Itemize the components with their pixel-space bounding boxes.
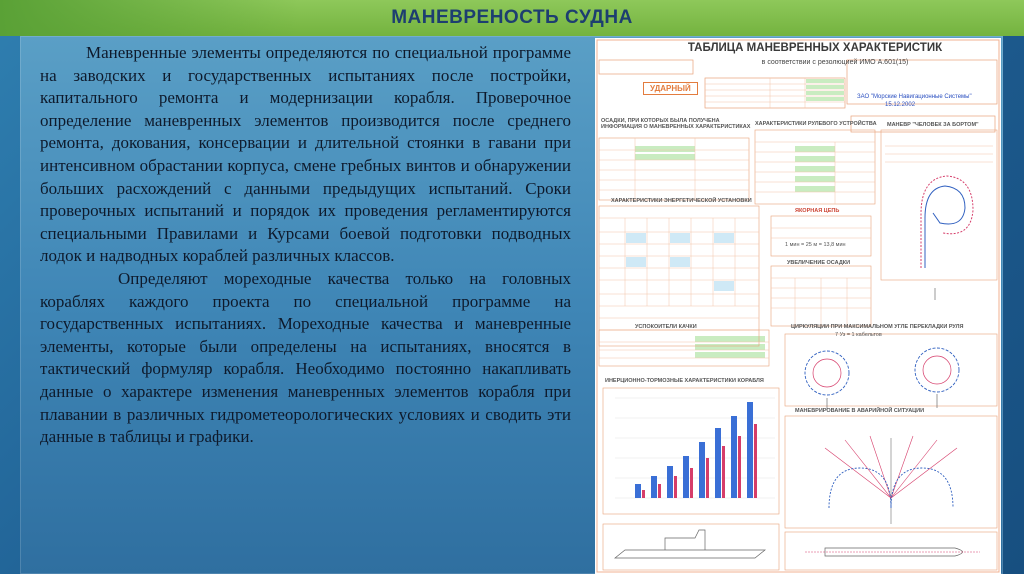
maneuver-table-image bbox=[595, 38, 1001, 574]
header-band-shade bbox=[0, 0, 300, 36]
section-anchor: ЯКОРНАЯ ЦЕПЬ bbox=[795, 208, 840, 214]
section-circulation: ЦИРКУЛЯЦИИ ПРИ МАКСИМАЛЬНОМ УГЛЕ ПЕРЕКЛАДКИ РУЛЯ bbox=[791, 324, 964, 330]
circulation-speed: 7 Уз = 1 кабельтов bbox=[835, 332, 882, 338]
section-inertia: ИНЕРЦИОННО-ТОРМОЗНЫЕ ХАРАКТЕРИСТИКИ КОРАБЛЯ bbox=[605, 378, 764, 384]
section-roll: УСПОКОИТЕЛИ КАЧКИ bbox=[635, 324, 697, 330]
anchor-formula: 1 мин = 25 м = 13,8 мин bbox=[785, 242, 846, 248]
body-text bbox=[40, 42, 571, 449]
slide-title: МАНЕВРЕНОСТЬ СУДНА bbox=[391, 7, 633, 28]
doc-subtitle: в соответствии с резолюцией ИМО A.601(15) bbox=[761, 59, 909, 66]
section-power: ХАРАКТЕРИСТИКИ ЭНЕРГЕТИЧЕСКОЙ УСТАНОВКИ bbox=[611, 198, 752, 204]
paragraph-1: Маневренные элементы определяются по специальной программе на заводских и государственных испытаниях после постройки, капитального ремонта и модернизации корабля. Проверочное определение маневренных элементов производится после среднего ремонта, докования, консервации и длительной стоянки в гавани при интенсивном обрастании корпуса, смене гребных винтов и обнаружении больших расхождений с данными предыдущих испытаний. Сроки проверочных испытаний и порядок их проведения регламентируются специальными Правилами и Курсами боевой подготовки подводных лодок и надводных кораблей различных классов. bbox=[40, 43, 571, 266]
section-emergency: МАНЕВРИРОВАНИЕ В АВАРИЙНОЙ СИТУАЦИИ bbox=[795, 408, 925, 414]
section-draft-increase: УВЕЛИЧЕНИЕ ОСАДКИ bbox=[787, 260, 851, 266]
doc-date: 15.12.2002 bbox=[885, 102, 916, 108]
section-draft: ОСАДКИ, ПРИ КОТОРЫХ БЫЛА ПОЛУЧЕНА ИНФОРМАЦИЯ О МАНЕВРЕННЫХ ХАРАКТЕРИСТИКАХ bbox=[601, 118, 751, 130]
section-man-overboard: МАНЕВР "ЧЕЛОВЕК ЗА БОРТОМ" bbox=[887, 122, 979, 128]
section-rudder: ХАРАКТЕРИСТИКИ РУЛЕВОГО УСТРОЙСТВА bbox=[755, 121, 877, 127]
doc-company: ЗАО "Морские Навигационные Системы" bbox=[857, 94, 972, 100]
paragraph-2: Определяют мореходные качества только на головных кораблях каждого проекта по специальной программе на государственных испытаниях. Мореходные качества и маневренные элементы, которые были определены на испытаниях, вносятся в тактический формуляр корабля. Необходимо постоянно накапливать данные о характере изменения маневренных элементов корабля при плавании в различных гидрометеорологических условиях и сводить эти данные в таблицы и графики. bbox=[40, 268, 571, 447]
ship-name: УДАРНЫЙ bbox=[643, 82, 698, 95]
doc-title: ТАБЛИЦА МАНЕВРЕННЫХ ХАРАКТЕРИСТИК bbox=[687, 42, 943, 54]
